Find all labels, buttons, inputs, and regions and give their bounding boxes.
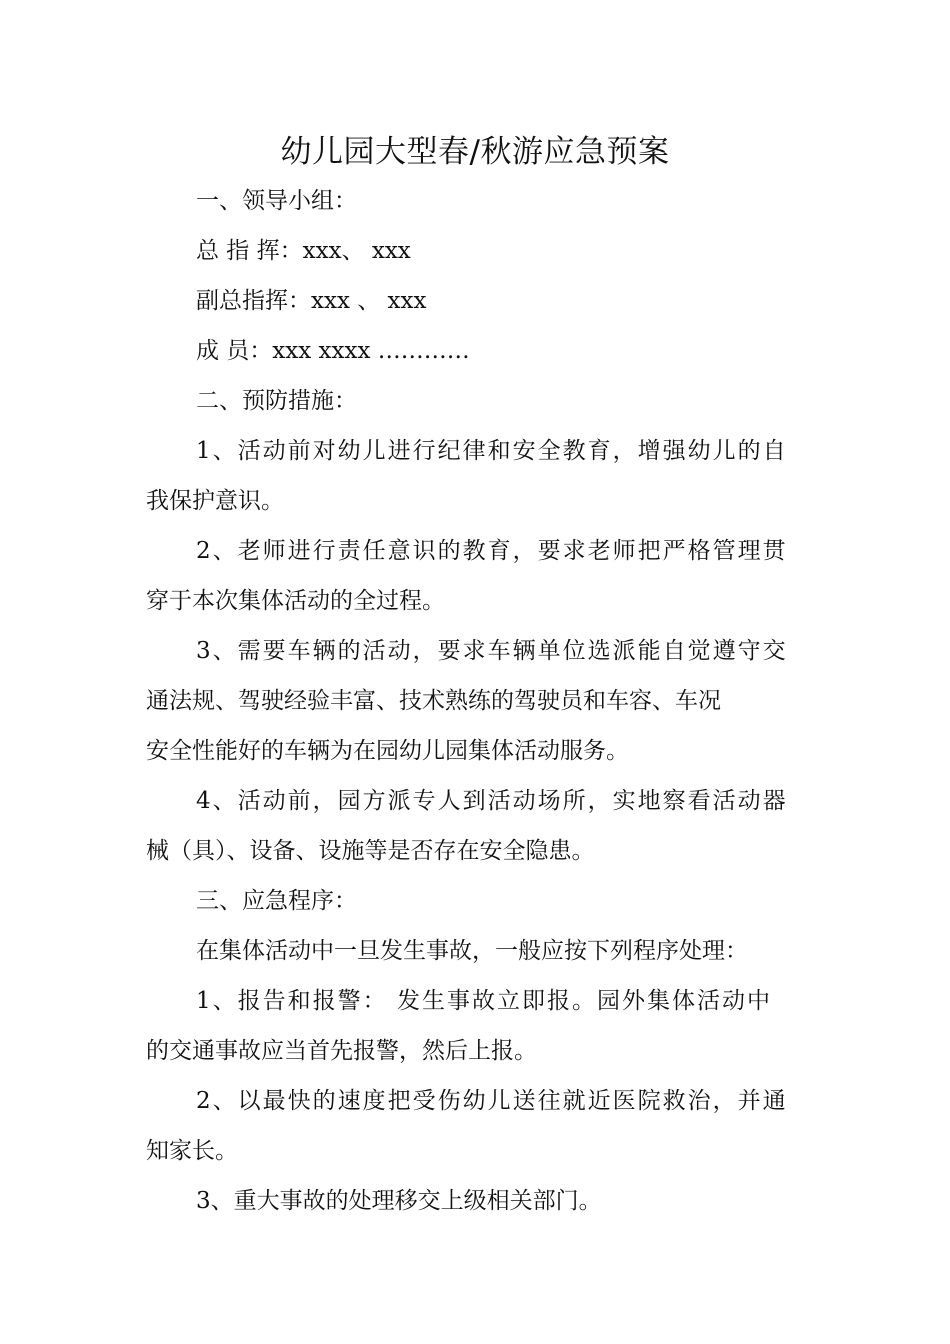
document-title: 幼儿园大型春/秋游应急预案 [280,134,670,170]
prevention-item-2-line-1: 2、老师进行责任意识的教育，要求老师把严格管理贯 [196,538,788,564]
prevention-item-3-line-2: 通法规、驾驶经验丰富、技术熟练的驾驶员和车容、车况 [146,688,721,714]
emergency-item-1-line-1: 1、报告和报警： 发生事故立即报。园外集体活动中 [196,988,772,1014]
section-heading-prevention: 二、预防措施： [196,388,357,414]
commander-line: 总 指 挥：xxx、 xxx [196,238,411,264]
prevention-item-3-line-1: 3、需要车辆的活动，要求车辆单位选派能自觉遵守交 [196,638,788,664]
emergency-intro-line: 在集体活动中一旦发生事故，一般应按下列程序处理： [196,938,748,964]
emergency-item-3-line-1: 3、重大事故的处理移交上级相关部门。 [196,1188,602,1214]
emergency-item-2-line-2: 知家长。 [146,1138,238,1164]
emergency-item-1-line-2: 的交通事故应当首先报警，然后上报。 [146,1038,537,1064]
prevention-item-1-line-1: 1、活动前对幼儿进行纪律和安全教育，增强幼儿的自 [196,438,788,464]
prevention-item-1-line-2: 我保护意识。 [146,488,284,514]
section-heading-leadership: 一、领导小组： [196,188,357,214]
deputy-commander-line: 副总指挥：xxx 、 xxx [196,288,427,314]
emergency-item-2-line-1: 2、以最快的速度把受伤幼儿送往就近医院救治，并通 [196,1088,788,1114]
prevention-item-3-line-3: 安全性能好的车辆为在园幼儿园集体活动服务。 [146,738,629,764]
prevention-item-4-line-2: 械（具）、设备、设施等是否存在安全隐患。 [146,838,595,864]
members-line: 成 员：xxx xxxx ………… [196,338,470,364]
prevention-item-2-line-2: 穿于本次集体活动的全过程。 [146,588,445,614]
prevention-item-4-line-1: 4、活动前，园方派专人到活动场所，实地察看活动器 [196,788,788,814]
section-heading-emergency: 三、应急程序： [196,888,357,914]
